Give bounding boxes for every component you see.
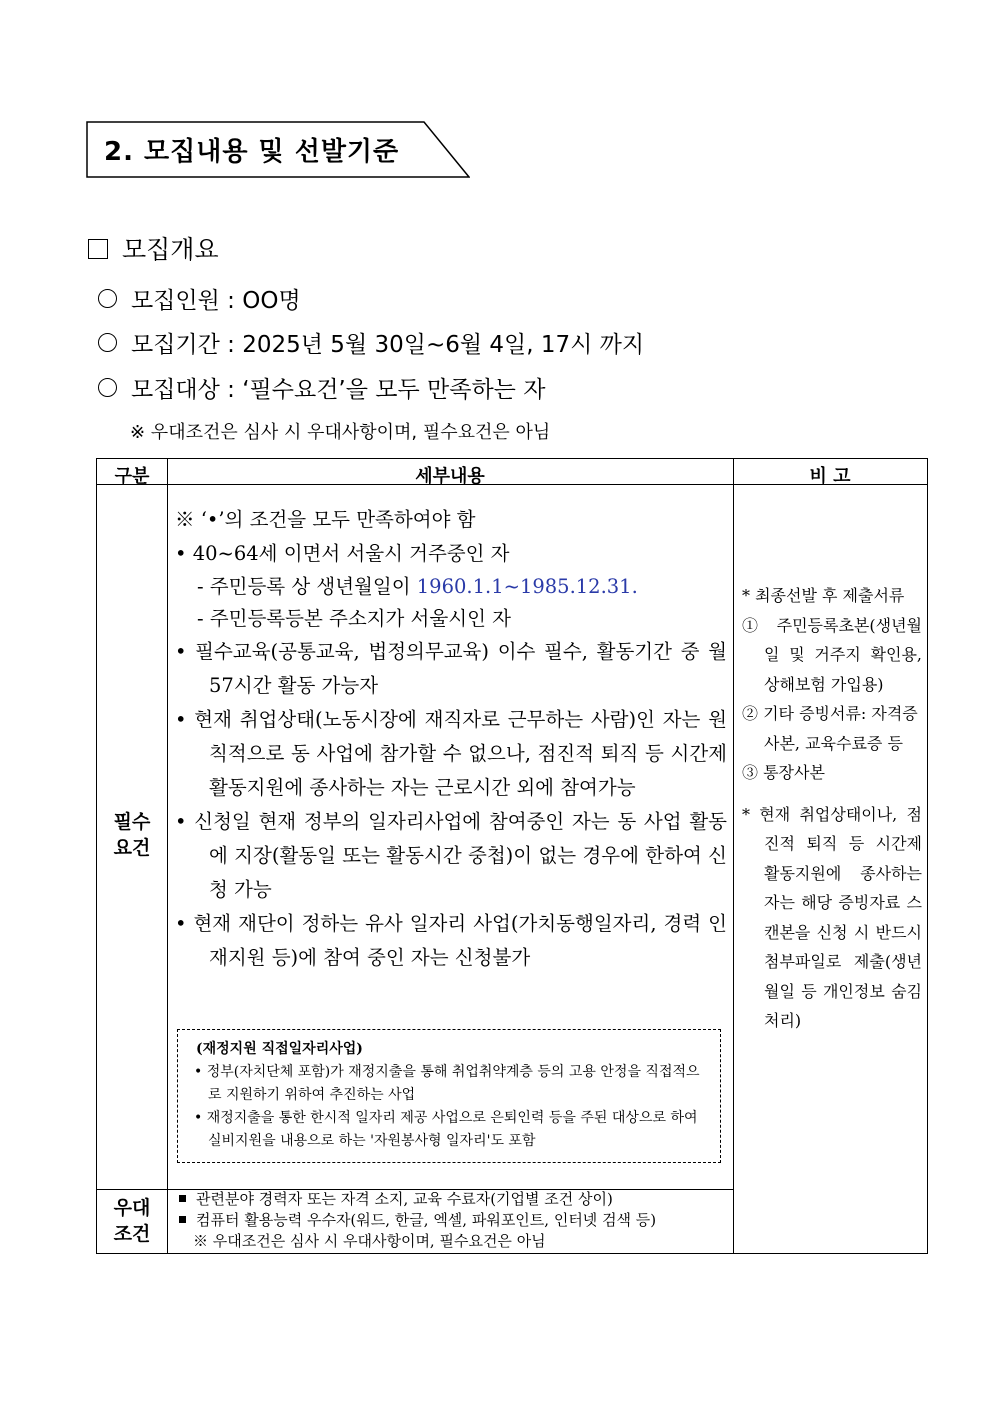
circle-bullet-icon bbox=[98, 333, 117, 352]
header-details: 세부내용 bbox=[415, 466, 485, 487]
required-address: - 주민등록등본 주소지가 서울시인 자 bbox=[197, 607, 511, 630]
required-similar: • 현재 재단이 정하는 유사 일자리 사업(가치동행일자리, 경력 인재지원 등)에 참여 중인 자는 신청불가 bbox=[175, 912, 727, 969]
required-intro: ※ ‘•’의 조건을 모두 만족하여야 함 bbox=[175, 508, 476, 531]
header-remarks: 비 고 bbox=[809, 466, 851, 487]
finance-box-item: • 정부(자치단체 포함)가 재정지출을 통해 취업취약계층 등의 고용 안정을 직접적으로 지원하기 위하여 추진하는 사업 bbox=[194, 1064, 700, 1103]
required-label: 필수 요건 bbox=[113, 811, 151, 859]
circle-bullet-icon bbox=[98, 289, 117, 308]
overview-item-headcount: 모집인원 : OO명 bbox=[98, 282, 301, 315]
overview-item-period: 모집기간 : 2025년 5월 30일~6월 4일, 17시 까지 bbox=[98, 326, 644, 359]
remarks-column bbox=[742, 581, 922, 1036]
required-employment: • 현재 취업상태(노동시장에 재직자로 근무하는 사람)인 자는 원칙적으로 동 사업에 참가할 수 없으나, 점진적 퇴직 등 시간제 활동지원에 종사하는 자는 근로시간 외에 참여가능 bbox=[175, 708, 727, 799]
required-education: • 필수교육(공통교육, 법정의무교육) 이수 필수, 활동기간 중 월 57시간 활동 가능자 bbox=[175, 640, 727, 697]
remarks-doc-2: ② 기타 증빙서류: 자격증 사본, 교육수료증 등 bbox=[742, 704, 918, 753]
required-birth: - 주민등록 상 생년월일이 1960.1.1~1985.12.31. bbox=[197, 575, 638, 598]
overview-note: ※ 우대조건은 심사 시 우대사항이며, 필수요건은 아님 bbox=[130, 422, 551, 443]
section-title-tab bbox=[86, 121, 470, 178]
preferred-details bbox=[175, 1189, 735, 1252]
remarks-employed-note: * 현재 취업상태이나, 점진적 퇴직 등 시간제 활동지원에 종사하는 자는 해당 증빙자료 스캔본을 신청 시 반드시 첨부파일로 제출(생년월일 등 개인정보 숨김 처리) bbox=[742, 804, 922, 1030]
finance-box-item: • 재정지출을 통한 한시적 일자리 제공 사업으로 은퇴인력 등을 주된 대상으로 하여 실비지원을 내용으로 하는 '자원봉사형 일자리'도 포함 bbox=[194, 1110, 698, 1149]
required-details bbox=[175, 503, 727, 975]
preferred-note: ※ 우대조건은 심사 시 우대사항이며, 필수요건은 아님 bbox=[193, 1232, 546, 1250]
preferred-item: 컴퓨터 활용능력 우수자(워드, 한글, 엑셀, 파워포인트, 인터넷 검색 등) bbox=[175, 1210, 735, 1231]
preferred-item: 관련분야 경력자 또는 자격 소지, 교육 수료자(기업별 조건 상이) bbox=[175, 1189, 735, 1210]
overview-heading bbox=[88, 230, 219, 266]
square-bullet-icon bbox=[88, 239, 108, 259]
criteria-table bbox=[96, 458, 928, 1254]
section-title: 2. 모집내용 및 선발기준 bbox=[104, 137, 400, 167]
remarks-doc-1: ① 주민등록초본(생년월일 및 거주지 확인용, 상해보험 가입용) bbox=[742, 615, 922, 694]
overview-item-target: 모집대상 : ‘필수요건’을 모두 만족하는 자 bbox=[98, 371, 545, 404]
remarks-doc-3: ③ 통장사본 bbox=[742, 763, 825, 782]
circle-bullet-icon bbox=[98, 378, 117, 397]
required-age: • 40~64세 이면서 서울시 거주중인 자 bbox=[175, 542, 510, 565]
finance-box-title: (재정지원 직접일자리사업) bbox=[196, 1041, 363, 1057]
square-bullet-icon bbox=[179, 1195, 186, 1202]
overview-heading-text: 모집개요 bbox=[122, 235, 219, 264]
required-gov-jobs: • 신청일 현재 정부의 일자리사업에 참여중인 자는 동 사업 활동에 지장(활동일 또는 활동시간 중첩)이 없는 경우에 한하여 신청 가능 bbox=[175, 810, 727, 901]
remarks-docs-title: * 최종선발 후 제출서류 bbox=[742, 586, 905, 605]
preferred-label: 우대 조건 bbox=[113, 1197, 151, 1245]
header-category: 구분 bbox=[114, 466, 150, 487]
square-bullet-icon bbox=[179, 1216, 186, 1223]
finance-jobs-box bbox=[177, 1029, 721, 1163]
